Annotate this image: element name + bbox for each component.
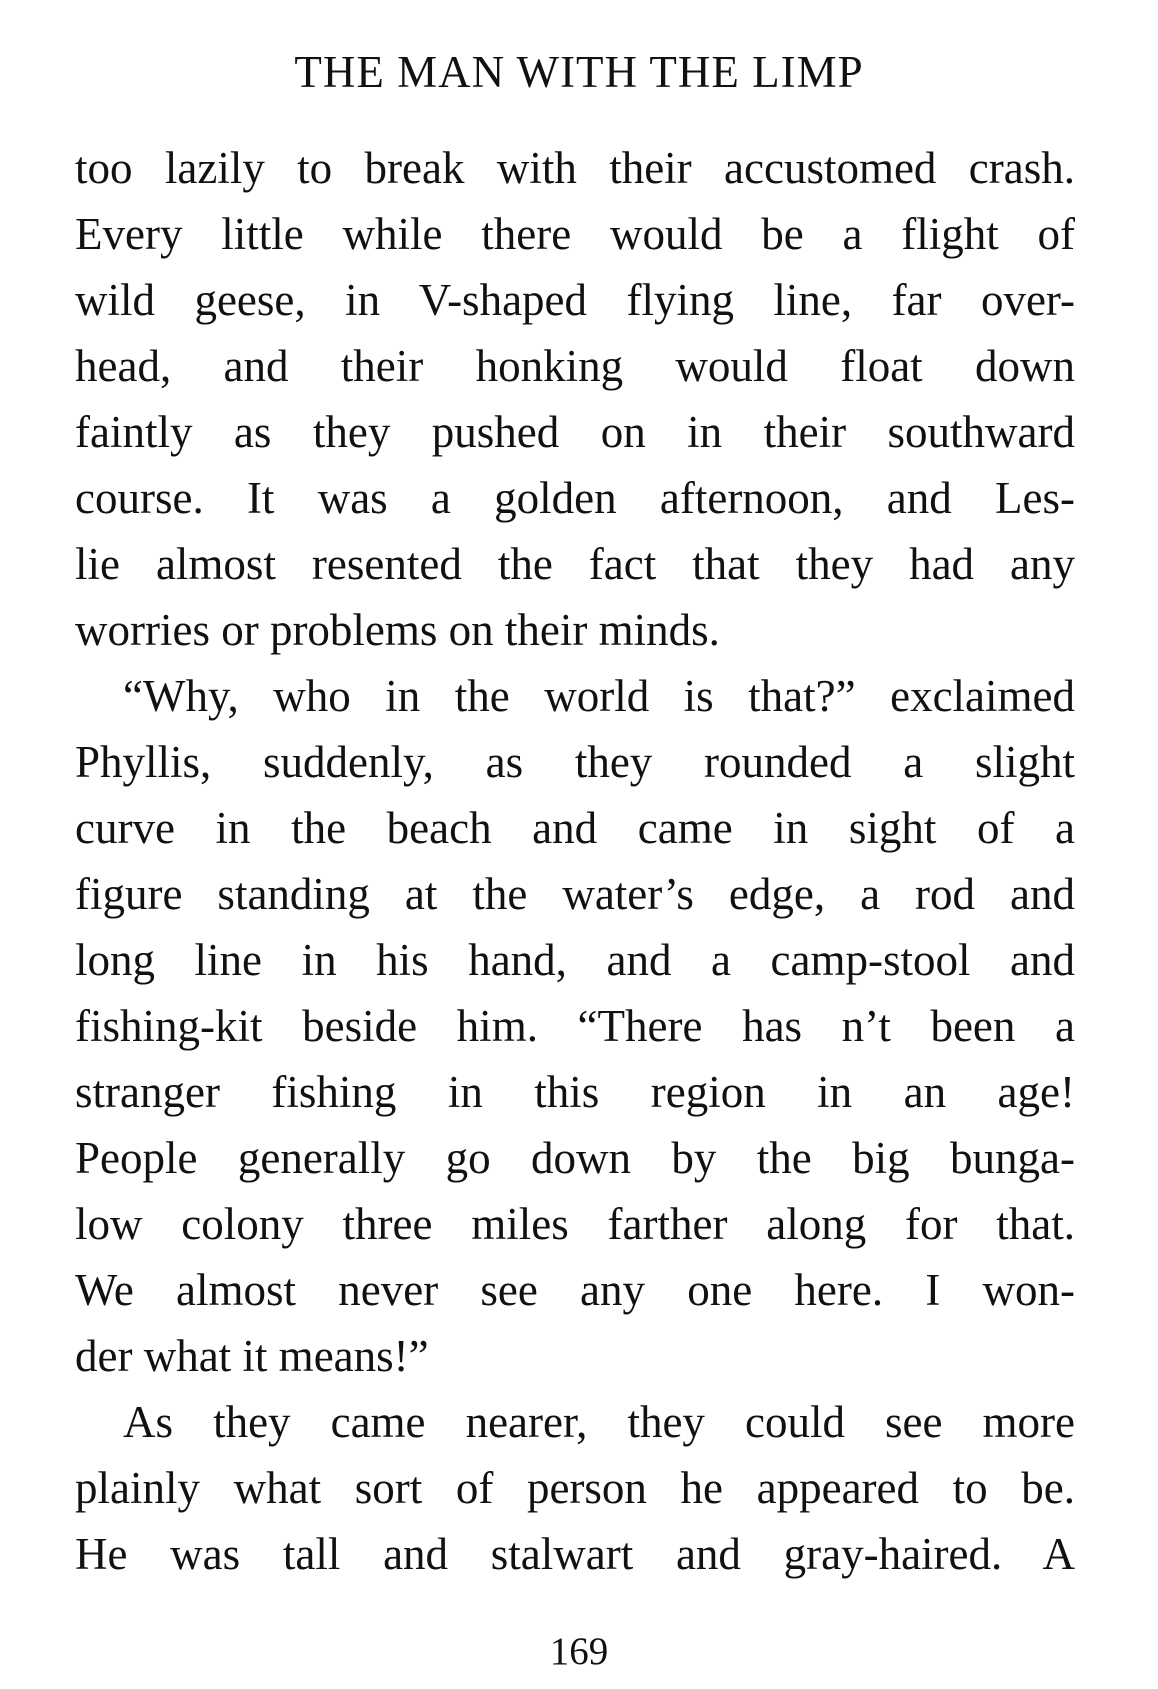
text-line: He was tall and stalwart and gray-haired. A (75, 1529, 1075, 1579)
text-line: plainly what sort of person he appeared to be. (75, 1463, 1075, 1513)
running-head: THE MAN WITH THE LIMP (294, 47, 864, 97)
paragraph (75, 1389, 1075, 1587)
text-line: “Why, who in the world is that?” exclaimed (123, 671, 1075, 721)
page-number: 169 (549, 1630, 609, 1673)
text-line: Every little while there would be a flight of (75, 209, 1075, 259)
text-line: Phyllis, suddenly, as they rounded a slight (75, 737, 1075, 787)
text-line: too lazily to break with their accustomed crash. (75, 143, 1075, 193)
text-line: course. It was a golden afternoon, and Les- (75, 473, 1075, 523)
text-line: head, and their honking would float down (75, 341, 1075, 391)
paragraph (75, 135, 1075, 663)
text-line: wild geese, in V-shaped flying line, far over- (75, 275, 1075, 325)
text-line: People generally go down by the big bunga- (75, 1133, 1075, 1183)
text-line: long line in his hand, and a camp-stool and (75, 935, 1075, 985)
text-line: curve in the beach and came in sight of a (75, 803, 1075, 853)
text-line: faintly as they pushed on in their southward (75, 407, 1075, 457)
text-line: worries or problems on their minds. (75, 605, 720, 655)
body-text (75, 135, 1075, 1587)
text-line: low colony three miles farther along for that. (75, 1199, 1075, 1249)
text-line: We almost never see any one here. I won- (75, 1265, 1075, 1315)
text-line: fishing-kit beside him. “There has n’t been a (75, 1001, 1075, 1051)
text-line: figure standing at the water’s edge, a rod and (75, 869, 1075, 919)
text-line: der what it means!” (75, 1331, 429, 1381)
paragraph (75, 663, 1075, 1389)
text-line: lie almost resented the fact that they had any (75, 539, 1075, 589)
text-line: As they came nearer, they could see more (123, 1397, 1075, 1447)
text-line: stranger fishing in this region in an age! (75, 1067, 1075, 1117)
